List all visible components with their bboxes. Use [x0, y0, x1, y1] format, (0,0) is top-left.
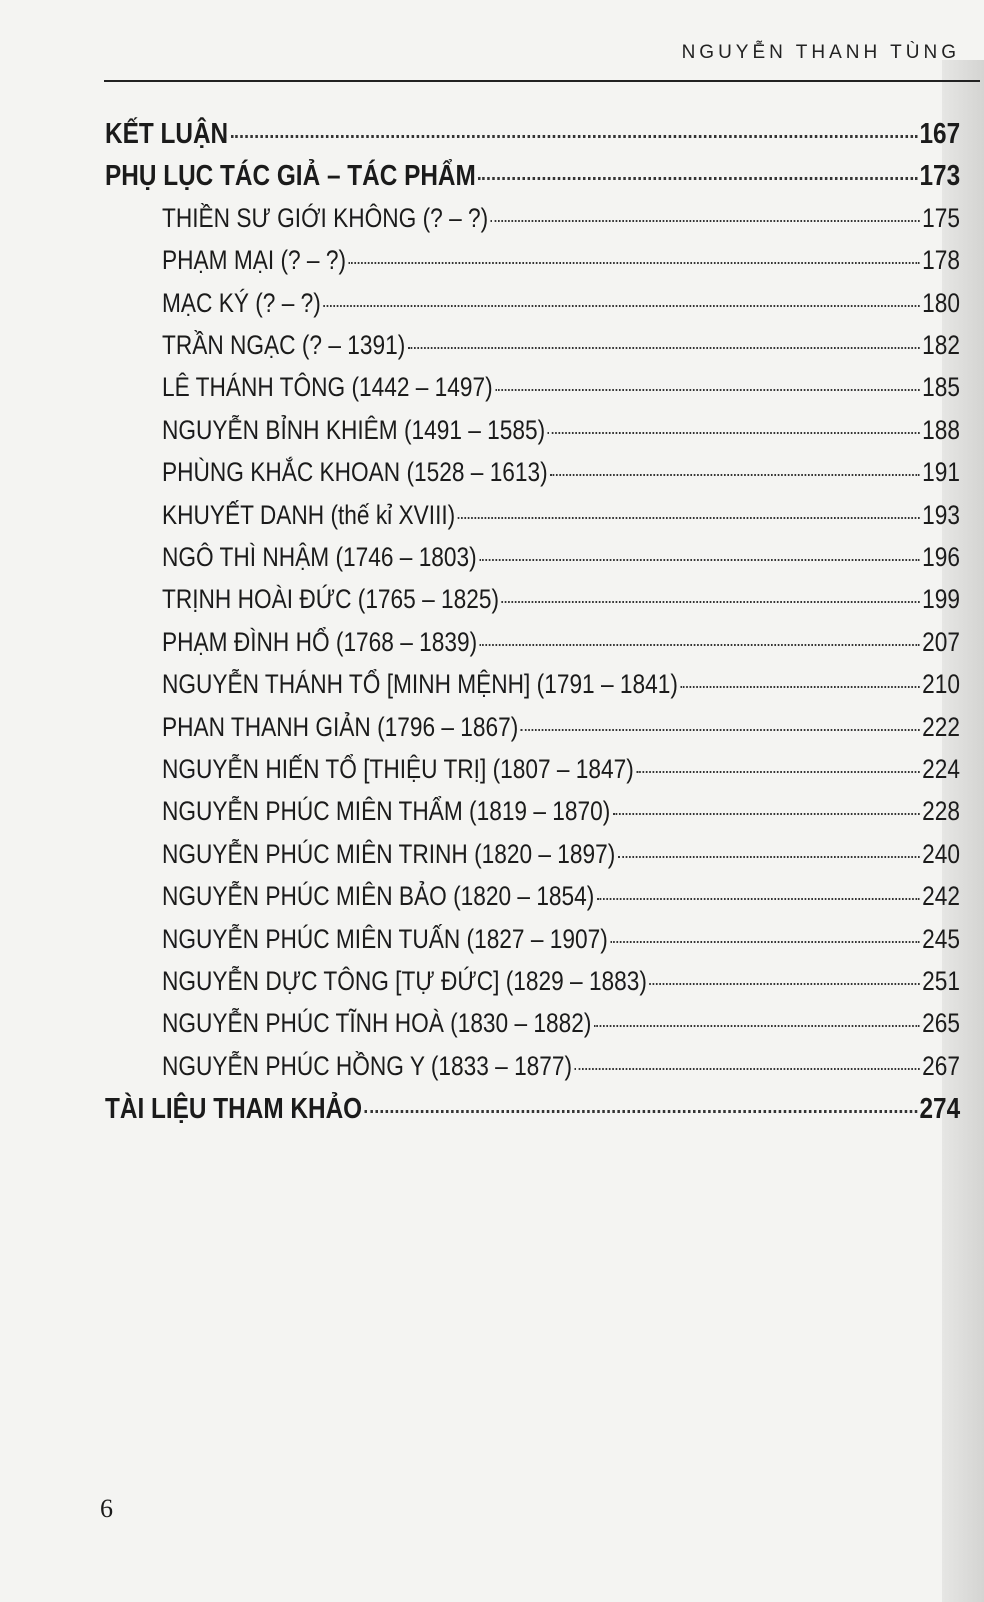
toc-entry-page: 175: [922, 203, 960, 233]
dot-leader: [680, 686, 919, 688]
toc-entry-page: 210: [922, 669, 960, 699]
toc-entry-page: 222: [922, 712, 960, 742]
dot-leader: [575, 1068, 920, 1070]
toc-entry: [162, 796, 960, 830]
toc-entry-page: 173: [919, 160, 961, 192]
toc-entry: [162, 1008, 960, 1042]
dot-leader: [478, 177, 917, 180]
toc-entry: [162, 839, 960, 873]
running-header-author: NGUYỄN THANH TÙNG: [681, 42, 960, 63]
toc-entry-page: 267: [922, 1051, 960, 1081]
toc-entry-title: NGÔ THÌ NHẬM (1746 – 1803): [162, 542, 477, 572]
toc-entry-title: PHÙNG KHẮC KHOAN (1528 – 1613): [162, 457, 548, 487]
toc-entry-page: 245: [922, 924, 960, 954]
toc-entry: [162, 457, 960, 491]
toc-entry-title: NGUYỄN PHÚC HỒNG Y (1833 – 1877): [162, 1051, 573, 1081]
toc-entry: [105, 118, 960, 152]
toc-entry-title: KẾT LUẬN: [105, 118, 229, 150]
toc-entry-title: NGUYỄN HIẾN TỔ [THIỆU TRỊ] (1807 – 1847): [162, 754, 634, 784]
toc-entry-page: 228: [922, 796, 960, 826]
toc-entry-page: 224: [922, 754, 960, 784]
dot-leader: [480, 644, 920, 646]
page-number: 6: [100, 1494, 113, 1523]
toc-entry-page: 191: [922, 457, 960, 487]
toc-entry: [162, 415, 960, 449]
toc-entry: [162, 330, 960, 364]
toc-entry-page: 178: [922, 245, 960, 275]
toc-entry-title: NGUYỄN PHÚC TĨNH HOÀ (1830 – 1882): [162, 1008, 592, 1038]
toc-entry-page: 182: [922, 330, 960, 360]
toc-entry-title: PHAN THANH GIẢN (1796 – 1867): [162, 712, 519, 742]
dot-leader: [495, 389, 919, 391]
toc-entry: [162, 712, 960, 746]
dot-leader: [613, 813, 920, 815]
toc-entry: [162, 1051, 960, 1085]
toc-entry-page: 188: [922, 415, 960, 445]
dot-leader: [458, 517, 920, 519]
toc-entry-page: 242: [922, 881, 960, 911]
toc-entry-page: 251: [922, 966, 960, 996]
toc-entry-page: 207: [922, 627, 960, 657]
toc-entry-title: PHẠM MẠI (? – ?): [162, 245, 346, 275]
toc-entry: [162, 627, 960, 661]
toc-entry: [162, 669, 960, 703]
dot-leader: [365, 1110, 917, 1113]
toc-entry: [105, 1093, 960, 1127]
toc-entry-page: 199: [922, 584, 960, 614]
toc-entry-title: TÀI LIỆU THAM KHẢO: [105, 1093, 363, 1125]
toc-entry-page: 180: [922, 288, 960, 318]
dot-leader: [408, 347, 920, 349]
toc-entry: [162, 500, 960, 534]
toc-entry: [162, 754, 960, 788]
toc-entry: [162, 584, 960, 618]
toc-entry-title: NGUYỄN PHÚC MIÊN TRINH (1820 – 1897): [162, 839, 616, 869]
toc-entry: [162, 203, 960, 237]
dot-leader: [491, 220, 920, 222]
toc-entry-title: TRỊNH HOÀI ĐỨC (1765 – 1825): [162, 584, 500, 614]
toc-entry-title: PHẠM ĐÌNH HỔ (1768 – 1839): [162, 627, 478, 657]
dot-leader: [323, 305, 919, 307]
toc-entry: [162, 288, 960, 322]
toc-entry-title: NGUYỄN THÁNH TỔ [MINH MỆNH] (1791 – 1841): [162, 669, 678, 699]
toc-entry-page: 265: [922, 1008, 960, 1038]
toc-entry: [105, 160, 960, 194]
dot-leader: [636, 771, 919, 773]
toc-entry-title: KHUYẾT DANH (thế kỉ XVIII): [162, 500, 456, 530]
dot-leader: [618, 856, 920, 858]
dot-leader: [597, 898, 920, 900]
toc-entry: [162, 372, 960, 406]
toc-entry-title: THIỀN SƯ GIỚI KHÔNG (? – ?): [162, 203, 489, 233]
toc-entry-page: 167: [919, 118, 961, 150]
toc-entry-title: NGUYỄN BỈNH KHIÊM (1491 – 1585): [162, 415, 546, 445]
toc-entry-page: 193: [922, 500, 960, 530]
toc-entry-page: 196: [922, 542, 960, 572]
dot-leader: [502, 601, 920, 603]
dot-leader: [231, 135, 917, 138]
toc-entry-title: NGUYỄN PHÚC MIÊN THẨM (1819 – 1870): [162, 796, 611, 826]
toc-entry-page: 240: [922, 839, 960, 869]
toc-entry-title: NGUYỄN PHÚC MIÊN BẢO (1820 – 1854): [162, 881, 595, 911]
toc-entry-page: 274: [919, 1093, 961, 1125]
dot-leader: [550, 474, 919, 476]
dot-leader: [610, 941, 919, 943]
dot-leader: [479, 559, 919, 561]
dot-leader: [349, 262, 920, 264]
toc-entry-title: TRẦN NGẠC (? – 1391): [162, 330, 406, 360]
toc-entry-title: NGUYỄN PHÚC MIÊN TUẤN (1827 – 1907): [162, 924, 608, 954]
toc-entry-title: PHỤ LỤC TÁC GIẢ – TÁC PHẨM: [105, 160, 476, 192]
toc-entry: [162, 542, 960, 576]
dot-leader: [649, 983, 919, 985]
toc-entry: [162, 966, 960, 1000]
toc-entry: [162, 924, 960, 958]
toc-entry-title: NGUYỄN DỰC TÔNG [TỰ ĐỨC] (1829 – 1883): [162, 966, 647, 996]
toc-entry-title: MẠC KÝ (? – ?): [162, 288, 321, 318]
dot-leader: [521, 729, 920, 731]
toc-entry-title: LÊ THÁNH TÔNG (1442 – 1497): [162, 372, 493, 402]
dot-leader: [548, 432, 920, 434]
toc-entry: [162, 881, 960, 915]
toc-entry-page: 185: [922, 372, 960, 402]
dot-leader: [594, 1025, 920, 1027]
toc-entry: [162, 245, 960, 279]
